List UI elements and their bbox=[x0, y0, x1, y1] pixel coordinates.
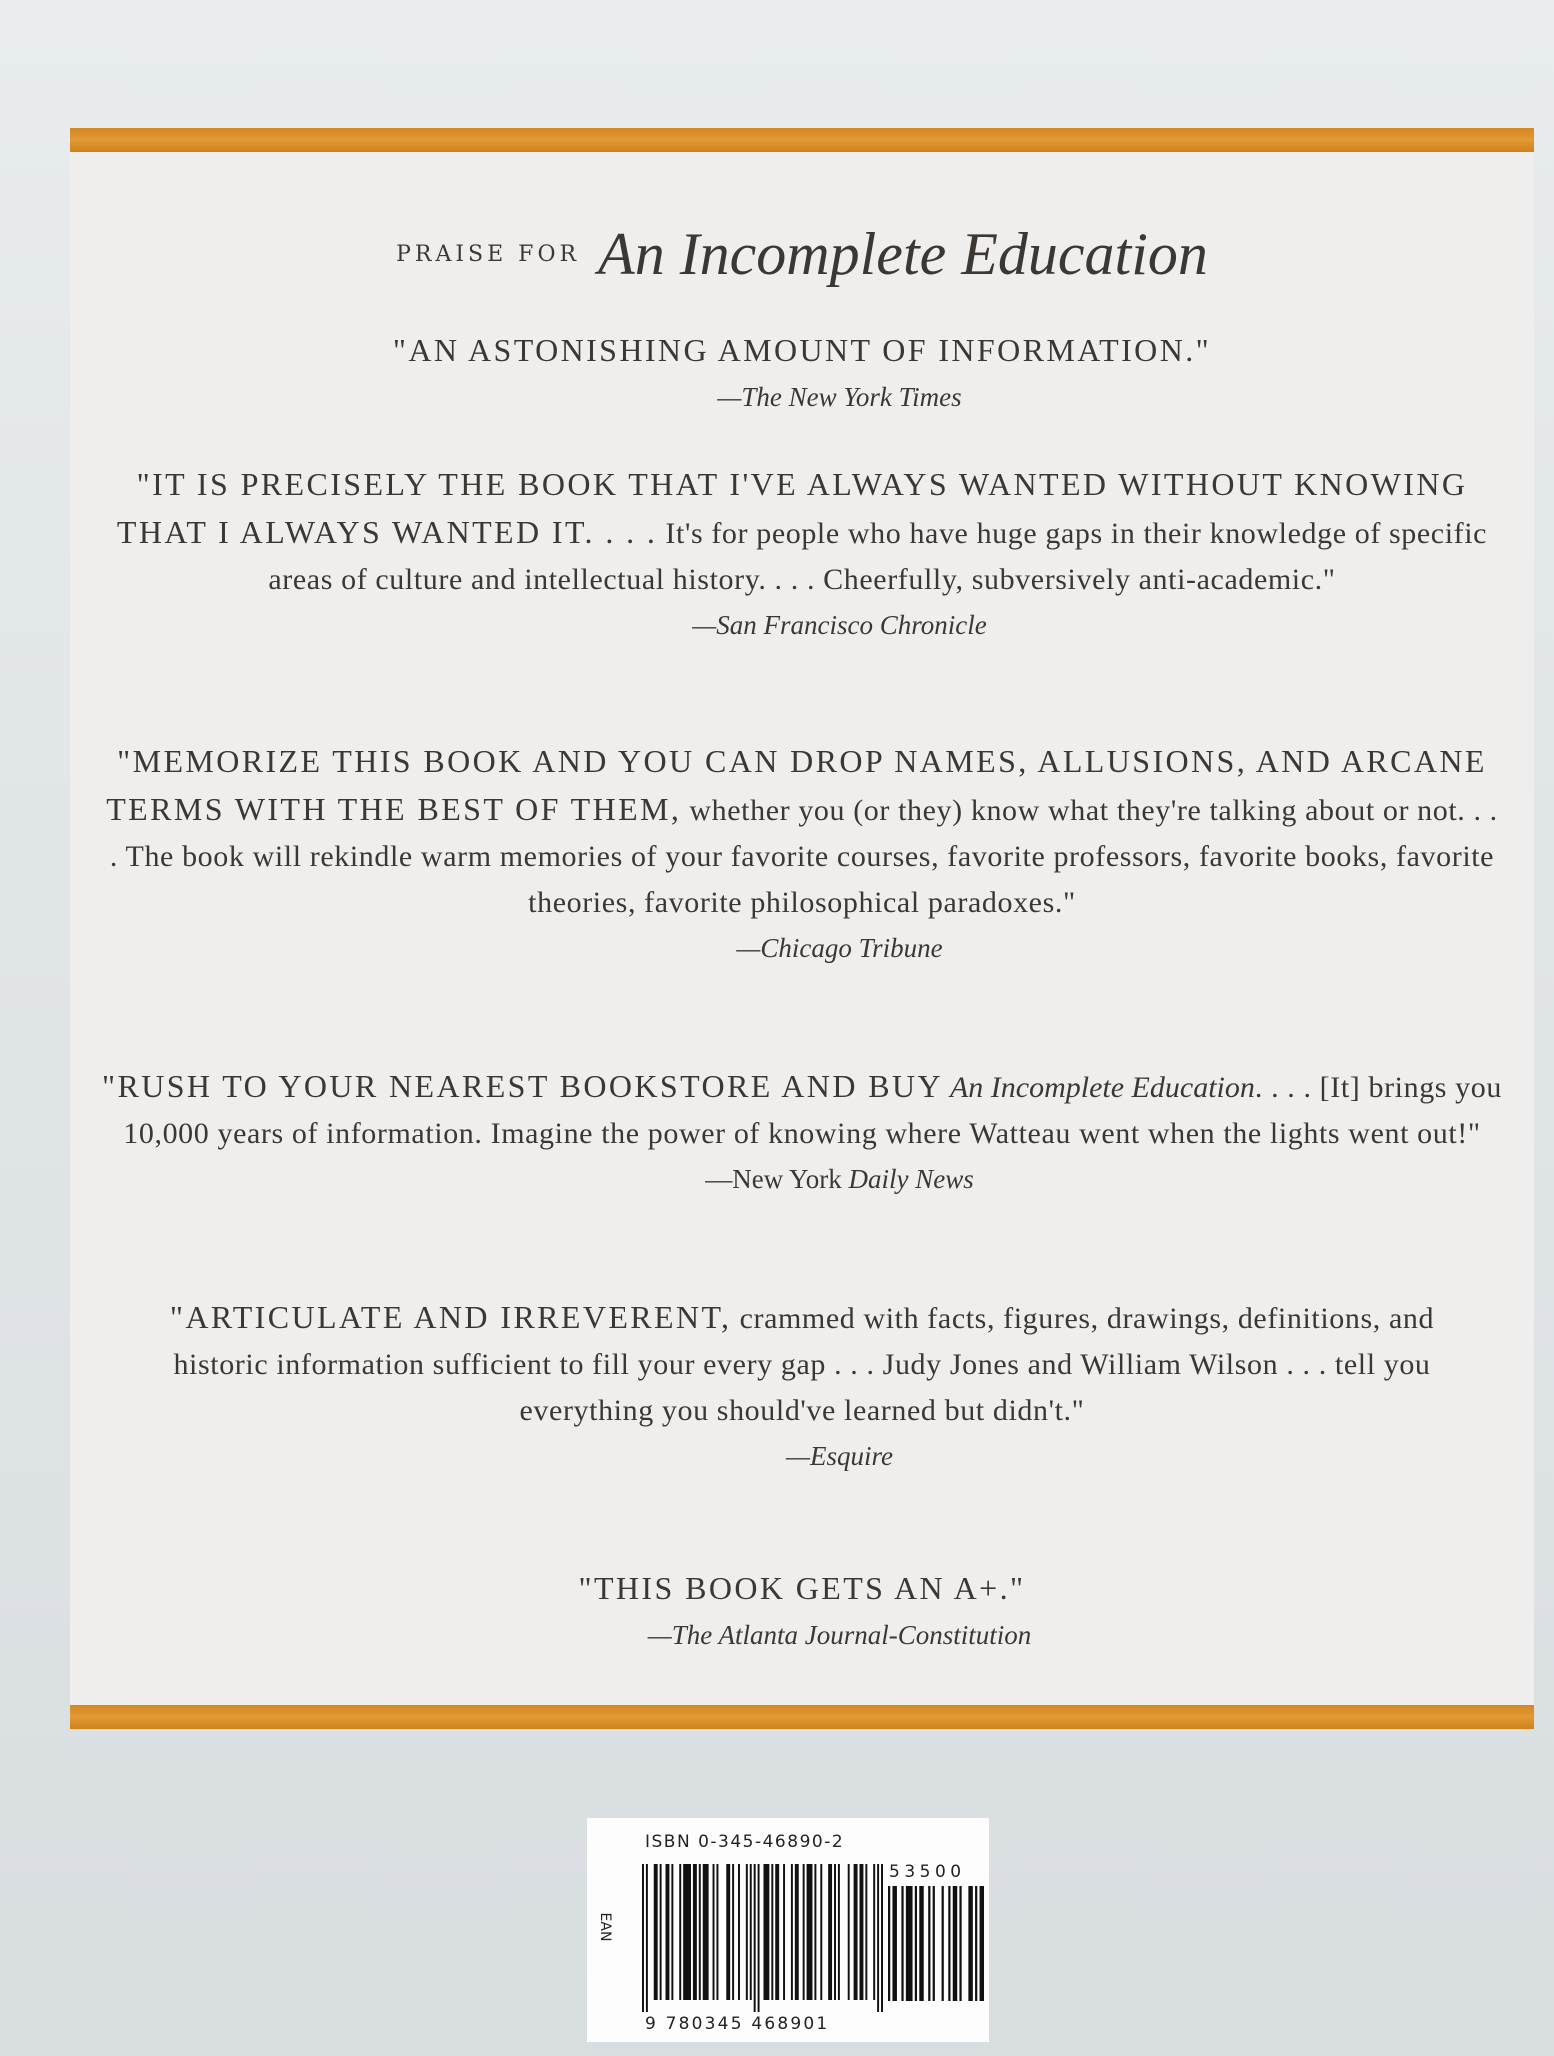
quote-caps: "RUSH TO YOUR NEAREST BOOKSTORE AND BUY bbox=[102, 1068, 943, 1104]
source-name: The New York Times bbox=[741, 382, 962, 412]
quote-source bbox=[70, 1436, 1534, 1476]
quote-atlanta-journal bbox=[70, 1565, 1534, 1655]
barcode-bar bbox=[666, 1864, 670, 2000]
barcode-bar bbox=[859, 1864, 863, 2000]
barcode-bar bbox=[933, 1886, 935, 2001]
source-name: Esquire bbox=[810, 1441, 893, 1471]
quote-text bbox=[252, 327, 1352, 375]
barcode-bar bbox=[732, 1864, 734, 2000]
quote-new-york-times bbox=[70, 327, 1534, 417]
quote-text bbox=[107, 461, 1497, 603]
quote-esquire bbox=[70, 1294, 1534, 1476]
barcode-bar bbox=[865, 1864, 867, 2000]
barcode-bar bbox=[738, 1864, 740, 2000]
praise-section bbox=[70, 152, 1534, 1705]
barcode-bar bbox=[646, 1864, 648, 2012]
ean-label: EAN bbox=[597, 1912, 613, 1942]
quote-caps: "AN ASTONISHING AMOUNT OF INFORMATION." bbox=[392, 332, 1212, 368]
barcode-bar bbox=[795, 1864, 799, 2000]
quote-text bbox=[92, 1063, 1512, 1157]
barcode-bar bbox=[775, 1864, 779, 2000]
ean-barcode bbox=[642, 1864, 883, 2012]
barcode-bar bbox=[763, 1864, 769, 2000]
barcode-bar bbox=[716, 1864, 718, 2000]
quote-caps: "ARTICULATE AND IRREVERENT, bbox=[169, 1299, 732, 1335]
quote-source bbox=[70, 377, 1534, 417]
barcode-bar bbox=[754, 1864, 756, 2012]
barcode-bar bbox=[807, 1864, 813, 2000]
price-addon-digits: 53500 bbox=[889, 1862, 966, 1882]
barcode-bar bbox=[892, 1886, 896, 2001]
quote-source bbox=[70, 605, 1534, 645]
barcode-bar bbox=[881, 1864, 883, 2012]
barcode-bar bbox=[888, 1886, 890, 2001]
quote-body: crammed with facts, figures, drawings, definitions, and historic information sufficient to fill your every gap . . . Judy Jones and William Wilson . . . tell you everything you should've learned but didn't." bbox=[173, 1302, 1435, 1427]
barcode-bar bbox=[679, 1864, 681, 2000]
barcode-bar bbox=[838, 1864, 840, 2000]
praise-heading-lead: PRAISE FOR bbox=[396, 242, 581, 267]
book-title: An Incomplete Education bbox=[598, 221, 1208, 287]
quote-san-francisco-chronicle bbox=[70, 461, 1534, 645]
barcode-bar bbox=[750, 1864, 752, 2000]
barcode-bar bbox=[980, 1886, 984, 2001]
quote-body: whether you (or they) know what they're talking about or not. . . . The book will rekindle warm memories of your favorite courses, favorite professors, favorite books, favorite theories, favorite philosophical paradoxes." bbox=[109, 794, 1498, 919]
quote-text bbox=[102, 738, 1502, 926]
source-prefix: —New York bbox=[705, 1164, 849, 1194]
barcode-bar bbox=[915, 1886, 917, 2001]
barcode-bar bbox=[791, 1864, 793, 2000]
quote-source bbox=[70, 1615, 1534, 1655]
barcode-bar bbox=[746, 1864, 748, 2000]
barcode-bar bbox=[820, 1864, 822, 2000]
ean-digits: 9 780345 468901 bbox=[645, 2014, 830, 2034]
barcode-bar bbox=[942, 1886, 944, 2001]
barcode-bar bbox=[814, 1864, 816, 2000]
source-prefix: — bbox=[785, 1441, 810, 1471]
barcode-bar bbox=[953, 1886, 957, 2001]
barcode-bar bbox=[699, 1864, 701, 2000]
bottom-orange-band bbox=[70, 1705, 1534, 1729]
barcode-bar bbox=[828, 1864, 832, 2000]
barcode-bar bbox=[783, 1864, 785, 2000]
quote-text bbox=[142, 1294, 1462, 1434]
barcode-bar bbox=[713, 1864, 715, 2000]
source-prefix: — bbox=[647, 1620, 672, 1650]
barcode-bar bbox=[803, 1864, 805, 2000]
barcode-bar bbox=[683, 1864, 691, 2000]
quote-caps: "IT IS PRECISELY THE BOOK THAT I'VE ALWAYS WANTED WITHOUT KNOWING THAT I ALWAYS WANTED IT. . . . bbox=[116, 466, 1468, 550]
barcode-bar bbox=[854, 1864, 858, 2000]
barcode-bar bbox=[906, 1886, 913, 2001]
barcode-bar bbox=[654, 1864, 658, 2000]
isbn-number: ISBN 0-345-46890-2 bbox=[645, 1832, 845, 1852]
quote-text bbox=[252, 1565, 1352, 1613]
barcode-bar bbox=[758, 1864, 760, 2012]
barcode-bar bbox=[660, 1864, 662, 2000]
isbn-barcode-box bbox=[587, 1818, 989, 2042]
top-orange-band bbox=[70, 128, 1534, 152]
quote-daily-news bbox=[70, 1063, 1534, 1199]
barcode-bar bbox=[693, 1864, 697, 2000]
source-name: San Francisco Chronicle bbox=[716, 610, 987, 640]
barcode-bar bbox=[948, 1886, 950, 2001]
quote-caps: "MEMORIZE THIS BOOK AND YOU CAN DROP NAMES, ALLUSIONS, AND ARCANE TERMS WITH THE BEST OF THEM, bbox=[106, 743, 1487, 827]
barcode-bar bbox=[959, 1886, 961, 2001]
barcode-bar bbox=[848, 1864, 850, 2000]
source-prefix: — bbox=[717, 382, 742, 412]
praise-heading bbox=[70, 220, 1534, 289]
source-name: Chicago Tribune bbox=[760, 933, 943, 963]
barcode-bar bbox=[642, 1864, 644, 2012]
barcode-bar bbox=[928, 1886, 930, 2001]
barcode-bar bbox=[834, 1864, 836, 2000]
price-addon-barcode bbox=[888, 1886, 984, 2013]
quote-source bbox=[70, 1159, 1534, 1199]
source-name: Daily News bbox=[848, 1164, 974, 1194]
source-prefix: — bbox=[736, 933, 761, 963]
source-name: The Atlanta Journal-Constitution bbox=[671, 1620, 1032, 1650]
barcode-bar bbox=[968, 1886, 972, 2001]
source-prefix: — bbox=[692, 610, 717, 640]
barcode-bar bbox=[975, 1886, 977, 2001]
quote-source bbox=[70, 928, 1534, 968]
barcode-bar bbox=[919, 1886, 923, 2001]
barcode-bar bbox=[873, 1864, 875, 2000]
barcode-bar bbox=[771, 1864, 773, 2000]
quote-body: It's for people who have huge gaps in their knowledge of specific areas of culture and intellectual history. . . . Cheerfully, subversively anti-academic." bbox=[268, 517, 1488, 596]
barcode-bar bbox=[703, 1864, 709, 2000]
barcode-bar bbox=[901, 1886, 903, 2001]
barcode-bar bbox=[726, 1864, 730, 2000]
quote-caps: "THIS BOOK GETS AN A+." bbox=[578, 1570, 1026, 1606]
barcode-bar bbox=[671, 1864, 673, 2000]
quote-chicago-tribune bbox=[70, 738, 1534, 968]
barcode-bar bbox=[877, 1864, 879, 2012]
quote-book-title: An Incomplete Education bbox=[943, 1071, 1255, 1104]
quote-body: . . . . [It] brings you 10,000 years of information. Imagine the power of knowing where Watteau went when the lights went out!" bbox=[123, 1071, 1502, 1150]
